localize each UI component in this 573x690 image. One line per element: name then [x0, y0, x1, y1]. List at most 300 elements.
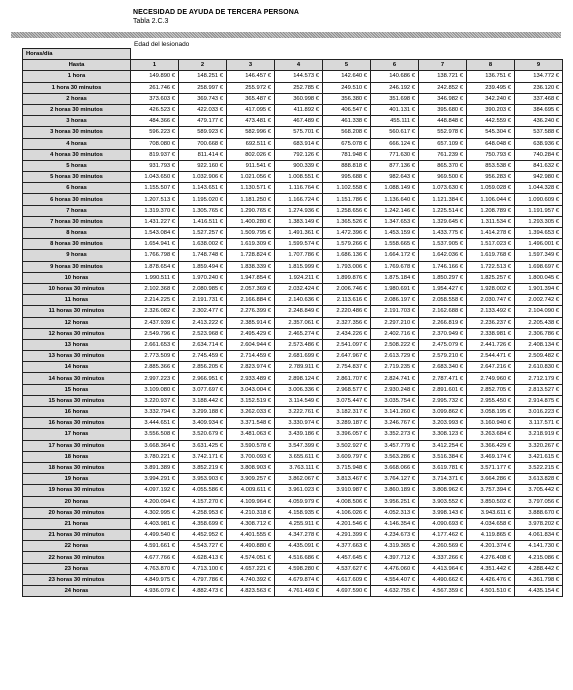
table-row [23, 317, 563, 328]
age-column-header: 6 [371, 60, 419, 71]
amount-cell: 2.475.079 € [419, 339, 467, 350]
amount-cell: 3.439.186 € [275, 429, 323, 440]
amount-cell: 3.850.502 € [467, 496, 515, 507]
amount-cell: 537.588 € [515, 127, 563, 138]
amount-cell: 2.413.222 € [179, 317, 227, 328]
amount-cell: 3.715.948 € [323, 462, 371, 473]
amount-cell: 3.262.033 € [227, 407, 275, 418]
age-column-header: 9 [515, 60, 563, 71]
amount-cell: 4.319.365 € [371, 541, 419, 552]
amount-cell: 2.933.489 € [227, 373, 275, 384]
table-row [23, 429, 563, 440]
amount-cell: 1.191.957 € [515, 205, 563, 216]
hours-label: 5 horas [23, 160, 131, 171]
hours-label: 21 horas 30 minutos [23, 530, 131, 541]
amount-cell: 4.337.266 € [419, 552, 467, 563]
amount-cell: 4.260.569 € [419, 541, 467, 552]
amount-cell: 589.923 € [179, 127, 227, 138]
amount-cell: 142.640 € [323, 71, 371, 82]
amount-cell: 3.289.187 € [323, 418, 371, 429]
amount-cell: 2.408.134 € [515, 339, 563, 350]
table-row [23, 283, 563, 294]
amount-cell: 2.613.729 € [371, 351, 419, 362]
table-row [23, 272, 563, 283]
amount-cell: 657.109 € [419, 138, 467, 149]
amount-cell: 802.026 € [227, 149, 275, 160]
amount-cell: 3.808.962 € [419, 485, 467, 496]
amount-cell: 1.181.250 € [227, 194, 275, 205]
amount-cell: 3.109.080 € [131, 384, 179, 395]
amount-cell: 2.754.837 € [323, 362, 371, 373]
table-row [23, 205, 563, 216]
table-row [23, 563, 563, 574]
amount-cell: 1.416.511 € [179, 216, 227, 227]
amount-cell: 3.764.127 € [371, 474, 419, 485]
amount-cell: 3.668.066 € [371, 462, 419, 473]
amount-cell: 4.234.673 € [371, 530, 419, 541]
amount-cell: 3.016.223 € [515, 407, 563, 418]
amount-cell: 1.225.514 € [419, 205, 467, 216]
amount-cell: 1.293.305 € [515, 216, 563, 227]
age-column-header: 4 [275, 60, 323, 71]
amount-cell: 3.808.903 € [227, 462, 275, 473]
amount-cell: 1.746.166 € [419, 261, 467, 272]
age-group-label: Edad del lesionado [134, 41, 190, 48]
amount-cell: 2.302.477 € [179, 306, 227, 317]
amount-cell: 1.008.551 € [275, 172, 323, 183]
amount-cell: 1.517.023 € [467, 239, 515, 250]
amount-cell: 1.558.665 € [371, 239, 419, 250]
amount-cell: 4.713.100 € [179, 563, 227, 574]
amount-cell: 1.698.697 € [515, 261, 563, 272]
amount-cell: 1.579.266 € [323, 239, 371, 250]
amount-cell: 781.948 € [323, 149, 371, 160]
amount-cell: 922.160 € [179, 160, 227, 171]
amount-cell: 4.377.663 € [323, 541, 371, 552]
hours-label: 4 horas [23, 138, 131, 149]
amount-cell: 1.728.824 € [227, 250, 275, 261]
amount-cell: 3.522.215 € [515, 462, 563, 473]
amount-cell: 4.291.399 € [323, 530, 371, 541]
amount-cell: 692.511 € [227, 138, 275, 149]
amount-cell: 1.155.507 € [131, 183, 179, 194]
amount-cell: 4.097.192 € [131, 485, 179, 496]
amount-cell: 1.242.146 € [371, 205, 419, 216]
amount-cell: 356.380 € [323, 93, 371, 104]
hours-label: 12 horas [23, 317, 131, 328]
hours-label: 10 horas [23, 272, 131, 283]
amount-cell: 3.075.447 € [323, 395, 371, 406]
table-row [23, 295, 563, 306]
amount-cell: 4.435.091 € [275, 541, 323, 552]
amount-cell: 2.133.492 € [467, 306, 515, 317]
hours-label: 13 horas [23, 339, 131, 350]
amount-cell: 700.668 € [179, 138, 227, 149]
amount-cell: 3.220.937 € [131, 395, 179, 406]
amount-cell: 373.603 € [131, 93, 179, 104]
amount-cell: 3.263.684 € [467, 429, 515, 440]
hours-label: 1 hora 30 minutos [23, 82, 131, 93]
amount-cell: 1.433.775 € [419, 228, 467, 239]
table-row [23, 127, 563, 138]
amount-cell: 3.308.123 € [419, 429, 467, 440]
amount-cell: 2.813.527 € [515, 384, 563, 395]
amount-cell: 1.664.172 € [371, 250, 419, 261]
hours-label: 3 horas 30 minutos [23, 127, 131, 138]
amount-cell: 3.953.903 € [179, 474, 227, 485]
amount-cell: 4.200.094 € [131, 496, 179, 507]
amount-cell: 1.928.002 € [467, 283, 515, 294]
amount-cell: 2.634.714 € [179, 339, 227, 350]
amount-cell: 1.431.227 € [131, 216, 179, 227]
amount-cell: 1.838.339 € [227, 261, 275, 272]
amount-cell: 2.823.974 € [227, 362, 275, 373]
amount-cell: 1.073.630 € [419, 183, 467, 194]
amount-cell: 4.740.392 € [227, 574, 275, 585]
amount-cell: 258.997 € [179, 82, 227, 93]
amount-cell: 2.086.197 € [371, 295, 419, 306]
amount-cell: 4.452.952 € [179, 530, 227, 541]
amount-cell: 346.982 € [419, 93, 467, 104]
hours-label: 18 horas [23, 451, 131, 462]
amount-cell: 1.195.020 € [179, 194, 227, 205]
amount-cell: 1.274.936 € [275, 205, 323, 216]
amount-cell: 4.628.413 € [179, 552, 227, 563]
amount-cell: 853.538 € [467, 160, 515, 171]
hours-label: 19 horas [23, 474, 131, 485]
amount-cell: 2.248.849 € [275, 306, 323, 317]
amount-cell: 3.502.927 € [323, 440, 371, 451]
amount-cell: 2.647.967 € [323, 351, 371, 362]
amount-cell: 3.469.174 € [467, 451, 515, 462]
amount-cell: 3.571.177 € [467, 462, 515, 473]
table-row [23, 328, 563, 339]
amount-cell: 3.035.754 € [371, 395, 419, 406]
amount-cell: 2.968.577 € [323, 384, 371, 395]
amount-cell: 4.052.313 € [371, 507, 419, 518]
amount-cell: 3.218.919 € [515, 429, 563, 440]
amount-cell: 4.009.611 € [227, 485, 275, 496]
amount-cell: 1.400.280 € [227, 216, 275, 227]
amount-cell: 675.078 € [323, 138, 371, 149]
amount-cell: 2.113.616 € [323, 295, 371, 306]
amount-cell: 1.383.149 € [275, 216, 323, 227]
hours-label: 8 horas 30 minutos [23, 239, 131, 250]
amount-cell: 911.541 € [227, 160, 275, 171]
table-row [23, 183, 563, 194]
amount-cell: 2.205.438 € [515, 317, 563, 328]
amount-cell: 2.437.939 € [131, 317, 179, 328]
amount-cell: 2.236.237 € [467, 317, 515, 328]
amount-cell: 3.910.987 € [323, 485, 371, 496]
table-row [23, 138, 563, 149]
amount-cell: 3.457.779 € [371, 440, 419, 451]
amount-cell: 740.284 € [515, 149, 563, 160]
amount-cell: 2.966.951 € [179, 373, 227, 384]
table-row [23, 462, 563, 473]
amount-cell: 1.151.786 € [323, 194, 371, 205]
hours-label: 2 horas 30 minutos [23, 104, 131, 115]
table-row [23, 351, 563, 362]
amount-cell: 2.385.914 € [227, 317, 275, 328]
amount-cell: 865.370 € [419, 160, 467, 171]
amount-cell: 2.683.340 € [419, 362, 467, 373]
amount-cell: 560.617 € [371, 127, 419, 138]
hours-label: 22 horas 30 minutos [23, 552, 131, 563]
amount-cell: 4.061.834 € [515, 530, 563, 541]
amount-cell: 2.930.248 € [371, 384, 419, 395]
amount-cell: 436.240 € [515, 116, 563, 127]
amount-cell: 1.619.309 € [227, 239, 275, 250]
amount-cell: 4.490.662 € [419, 574, 467, 585]
amount-cell: 2.162.688 € [419, 306, 467, 317]
amount-cell: 575.701 € [275, 127, 323, 138]
amount-cell: 1.258.656 € [323, 205, 371, 216]
amount-cell: 395.680 € [419, 104, 467, 115]
amount-cell: 3.188.442 € [179, 395, 227, 406]
amount-cell: 351.698 € [371, 93, 419, 104]
hours-label: 12 horas 30 minutos [23, 328, 131, 339]
hours-per-day-header: Horas/día [23, 49, 131, 60]
amount-cell: 255.972 € [227, 82, 275, 93]
amount-cell: 3.160.940 € [467, 418, 515, 429]
table-row [23, 239, 563, 250]
amount-cell: 2.032.424 € [275, 283, 323, 294]
amount-cell: 148.251 € [179, 71, 227, 82]
amount-cell: 3.668.364 € [131, 440, 179, 451]
amount-cell: 1.769.678 € [371, 261, 419, 272]
amount-cell: 1.793.006 € [323, 261, 371, 272]
header-row-hours [23, 49, 563, 60]
table-row [23, 474, 563, 485]
amount-cell: 1.924.211 € [275, 272, 323, 283]
amount-cell: 3.563.286 € [371, 451, 419, 462]
table-row [23, 82, 563, 93]
amount-cell: 337.468 € [515, 93, 563, 104]
hours-label: 11 horas [23, 295, 131, 306]
amount-cell: 384.695 € [515, 104, 563, 115]
amount-cell: 750.793 € [467, 149, 515, 160]
amount-cell: 3.222.761 € [275, 407, 323, 418]
amount-cell: 931.793 € [131, 160, 179, 171]
amount-cell: 3.114.549 € [275, 395, 323, 406]
amount-cell: 4.177.462 € [419, 530, 467, 541]
amount-cell: 819.937 € [131, 149, 179, 160]
amount-cell: 2.297.210 € [371, 317, 419, 328]
amount-cell: 2.441.726 € [467, 339, 515, 350]
amount-cell: 3.547.399 € [275, 440, 323, 451]
amount-cell: 1.491.361 € [275, 228, 323, 239]
amount-cell: 1.136.640 € [371, 194, 419, 205]
amount-cell: 1.319.370 € [131, 205, 179, 216]
table-row [23, 228, 563, 239]
amount-cell: 4.567.359 € [419, 586, 467, 597]
amount-cell: 239.495 € [467, 82, 515, 93]
until-header: Hasta [23, 60, 131, 71]
amount-cell: 792.126 € [275, 149, 323, 160]
amount-cell: 2.058.558 € [419, 295, 467, 306]
amount-cell: 369.743 € [179, 93, 227, 104]
amount-cell: 1.875.184 € [371, 272, 419, 283]
table-row [23, 93, 563, 104]
amount-cell: 568.208 € [323, 127, 371, 138]
amount-cell: 1.208.789 € [467, 205, 515, 216]
amount-cell: 236.120 € [515, 82, 563, 93]
amount-cell: 4.090.693 € [419, 518, 467, 529]
amount-cell: 3.852.219 € [179, 462, 227, 473]
hours-label: 14 horas [23, 362, 131, 373]
amount-cell: 666.124 € [371, 138, 419, 149]
amount-cell: 3.556.508 € [131, 429, 179, 440]
amount-cell: 140.686 € [371, 71, 419, 82]
amount-cell: 4.554.407 € [371, 574, 419, 585]
amount-cell: 1.527.257 € [179, 228, 227, 239]
amount-cell: 2.541.097 € [323, 339, 371, 350]
amount-cell: 1.980.691 € [371, 283, 419, 294]
amount-cell: 638.936 € [515, 138, 563, 149]
age-column-header: 8 [467, 60, 515, 71]
amount-cell: 3.481.063 € [227, 429, 275, 440]
amount-cell: 4.146.354 € [371, 518, 419, 529]
amount-cell: 406.547 € [323, 104, 371, 115]
amount-cell: 4.574.051 € [227, 552, 275, 563]
amount-cell: 2.712.179 € [515, 373, 563, 384]
amount-cell: 552.978 € [419, 127, 467, 138]
amount-cell: 2.326.082 € [131, 306, 179, 317]
amount-cell: 1.329.645 € [419, 216, 467, 227]
amount-cell: 1.748.748 € [179, 250, 227, 261]
amount-cell: 4.823.563 € [227, 586, 275, 597]
amount-cell: 342.240 € [467, 93, 515, 104]
table-row [23, 71, 563, 82]
amount-cell: 1.509.795 € [227, 228, 275, 239]
amount-cell: 4.008.506 € [323, 496, 371, 507]
amount-cell: 3.117.571 € [515, 418, 563, 429]
amount-cell: 1.043.650 € [131, 172, 179, 183]
amount-cell: 1.130.571 € [227, 183, 275, 194]
table-row [23, 507, 563, 518]
table-row [23, 440, 563, 451]
amount-cell: 3.888.670 € [515, 507, 563, 518]
amount-cell: 3.182.317 € [323, 407, 371, 418]
amount-cell: 3.590.578 € [227, 440, 275, 451]
hours-label: 24 horas [23, 586, 131, 597]
amount-cell: 3.994.291 € [131, 474, 179, 485]
amount-cell: 2.714.459 € [227, 351, 275, 362]
hours-label: 9 horas [23, 250, 131, 261]
amount-cell: 1.166.724 € [275, 194, 323, 205]
amount-cell: 4.059.979 € [275, 496, 323, 507]
amount-cell: 2.549.796 € [131, 328, 179, 339]
amount-cell: 3.516.384 € [419, 451, 467, 462]
amount-cell: 246.192 € [371, 82, 419, 93]
table-number: Tabla 2.C.3 [133, 18, 169, 25]
amount-cell: 4.158.935 € [275, 507, 323, 518]
amount-cell: 2.220.486 € [323, 306, 371, 317]
amount-cell: 771.630 € [371, 149, 419, 160]
amount-cell: 3.203.993 € [419, 418, 467, 429]
amount-cell: 1.970.240 € [179, 272, 227, 283]
amount-cell: 2.523.968 € [179, 328, 227, 339]
amount-cell: 4.849.975 € [131, 574, 179, 585]
table-row [23, 541, 563, 552]
amount-cell: 2.573.486 € [275, 339, 323, 350]
amount-cell: 2.357.061 € [275, 317, 323, 328]
amount-cell: 3.152.519 € [227, 395, 275, 406]
amount-cell: 1.143.651 € [179, 183, 227, 194]
amount-cell: 1.947.854 € [227, 272, 275, 283]
table-row [23, 373, 563, 384]
amount-cell: 3.409.934 € [179, 418, 227, 429]
amount-cell: 3.412.254 € [419, 440, 467, 451]
amount-cell: 1.878.654 € [131, 261, 179, 272]
amount-cell: 1.825.257 € [467, 272, 515, 283]
amount-cell: 4.435.154 € [515, 586, 563, 597]
amount-cell: 4.936.079 € [131, 586, 179, 597]
amount-cell: 3.141.260 € [371, 407, 419, 418]
amount-cell: 2.891.601 € [419, 384, 467, 395]
amount-cell: 2.604.944 € [227, 339, 275, 350]
amount-cell: 1.800.045 € [515, 272, 563, 283]
amount-cell: 3.320.267 € [515, 440, 563, 451]
table-row [23, 518, 563, 529]
amount-cell: 4.501.510 € [467, 586, 515, 597]
amount-cell: 1.121.384 € [419, 194, 467, 205]
amount-cell: 4.679.874 € [275, 574, 323, 585]
amount-cell: 2.402.716 € [371, 328, 419, 339]
amount-cell: 3.352.273 € [371, 429, 419, 440]
hours-label: 23 horas [23, 563, 131, 574]
amount-cell: 4.351.442 € [467, 563, 515, 574]
amount-cell: 2.140.636 € [275, 295, 323, 306]
hours-label: 6 horas [23, 183, 131, 194]
amount-cell: 4.476.060 € [371, 563, 419, 574]
amount-cell: 1.766.798 € [131, 250, 179, 261]
amount-cell: 2.509.482 € [515, 351, 563, 362]
amount-cell: 4.210.318 € [227, 507, 275, 518]
amount-cell: 3.058.195 € [467, 407, 515, 418]
document-title: NECESIDAD DE AYUDA DE TERCERA PERSONA [133, 9, 300, 16]
amount-cell: 545.304 € [467, 127, 515, 138]
amount-cell: 2.749.960 € [467, 373, 515, 384]
amount-cell: 3.664.286 € [467, 474, 515, 485]
amount-cell: 3.396.057 € [323, 429, 371, 440]
amount-cell: 1.453.159 € [371, 228, 419, 239]
amount-cell: 3.520.679 € [179, 429, 227, 440]
amount-cell: 4.358.699 € [179, 518, 227, 529]
amount-cell: 3.006.336 € [275, 384, 323, 395]
amount-cell: 1.102.558 € [323, 183, 371, 194]
amount-cell: 2.789.911 € [275, 362, 323, 373]
amount-cell: 2.681.699 € [275, 351, 323, 362]
table-row [23, 149, 563, 160]
amount-cell: 2.719.235 € [371, 362, 419, 373]
amount-cell: 2.856.205 € [179, 362, 227, 373]
table-row [23, 216, 563, 227]
amount-cell: 3.366.429 € [467, 440, 515, 451]
amount-cell: 3.332.794 € [131, 407, 179, 418]
hours-label: 7 horas 30 minutos [23, 216, 131, 227]
amount-cell: 582.996 € [227, 127, 275, 138]
amount-cell: 3.943.611 € [467, 507, 515, 518]
amount-cell: 1.707.786 € [275, 250, 323, 261]
amount-cell: 4.632.755 € [371, 586, 419, 597]
amount-cell: 3.700.093 € [227, 451, 275, 462]
amount-cell: 442.559 € [467, 116, 515, 127]
amount-cell: 1.496.001 € [515, 239, 563, 250]
amount-cell: 2.885.366 € [131, 362, 179, 373]
amount-cell: 1.638.002 € [179, 239, 227, 250]
